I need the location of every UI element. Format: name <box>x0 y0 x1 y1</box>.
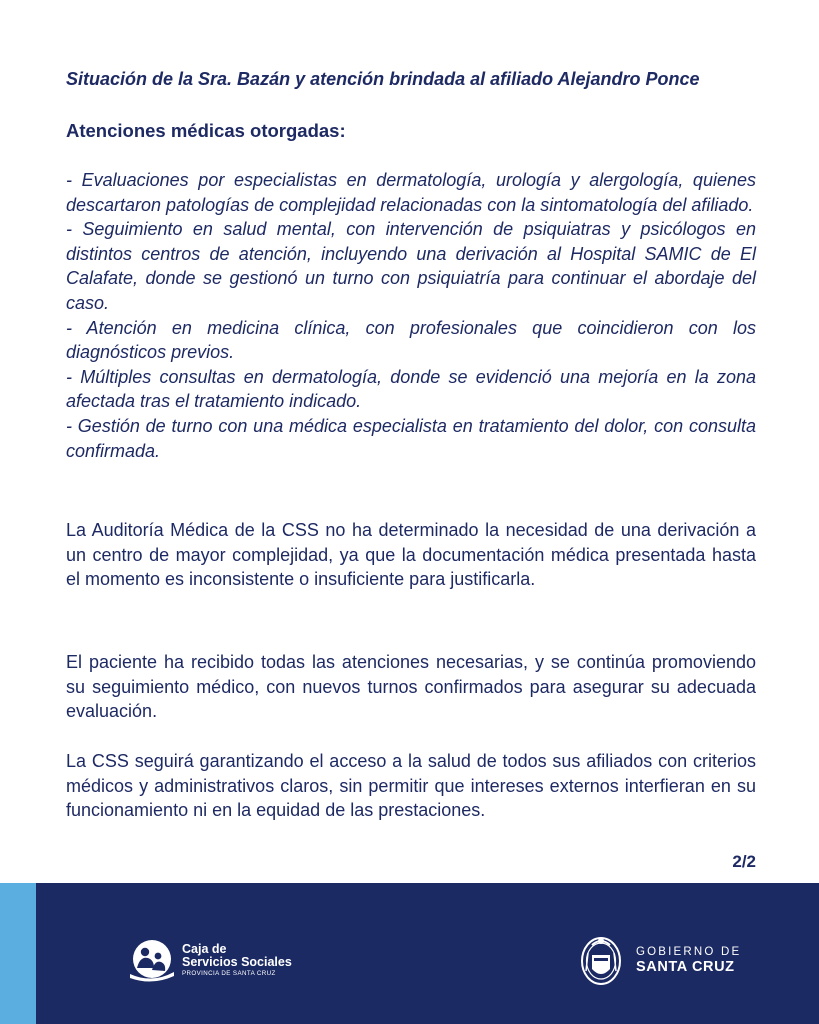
css-family-icon <box>128 938 176 982</box>
css-logo <box>128 938 292 982</box>
government-logo <box>578 931 741 989</box>
footer-accent-stripe <box>0 883 36 1024</box>
bullet-list <box>66 168 756 463</box>
paragraph: El paciente ha recibido todas las atenciones necesarias, y se continúa promoviendo su seguimiento médico, con nuevos turnos confirmados para asegurar su adecuada evaluación. <box>66 652 756 722</box>
gov-logo-line1: GOBIERNO DE <box>636 945 742 958</box>
document-title: Situación de la Sra. Bazán y atención brindada al afiliado Alejandro Ponce <box>66 69 700 89</box>
paragraph: La Auditoría Médica de la CSS no ha determinado la necesidad de una derivación a un centro de mayor complejidad, ya que la documentación médica presentada hasta el momento es inconsistente o insuficiente para justificarla. <box>66 520 756 590</box>
gov-logo-line2: SANTA CRUZ <box>636 958 735 975</box>
provincial-seal-icon <box>578 931 624 989</box>
css-logo-line3: PROVINCIA DE SANTA CRUZ <box>182 969 276 977</box>
list-item: - Atención en medicina clínica, con profesionales que coincidieron con los diagnósticos previos. <box>66 317 756 363</box>
css-logo-line2: Servicios Sociales <box>182 954 292 969</box>
list-item: - Múltiples consultas en dermatología, donde se evidenció una mejoría en la zona afectada tras el tratamiento indicado. <box>66 366 756 412</box>
list-item: - Gestión de turno con una médica especialista en tratamiento del dolor, con consulta confirmada. <box>66 415 756 461</box>
document-body <box>66 66 756 821</box>
footer-bar <box>0 883 819 1024</box>
list-item: - Evaluaciones por especialistas en dermatología, urología y alergología, quienes descartaron patologías de complejidad relacionadas con la sintomatología del afiliado. <box>66 170 756 215</box>
css-logo-line1: Caja de <box>182 942 227 957</box>
section-subtitle: Atenciones médicas otorgadas: <box>66 120 346 141</box>
paragraph: La CSS seguirá garantizando el acceso a la salud de todos sus afiliados con criterios médicos y administrativos claros, sin permitir que intereses externos interfieran en su funcionamiento ni en la equidad de las prestaciones. <box>66 751 756 821</box>
page-number: 2/2 <box>732 852 756 871</box>
list-item: - Seguimiento en salud mental, con intervención de psiquiatras y psicólogos en distintos centros de atención, incluyendo una derivación al Hospital SAMIC de El Calafate, donde se gestionó un turno con psiquiatría para continuar el abordaje del caso. <box>66 219 756 313</box>
